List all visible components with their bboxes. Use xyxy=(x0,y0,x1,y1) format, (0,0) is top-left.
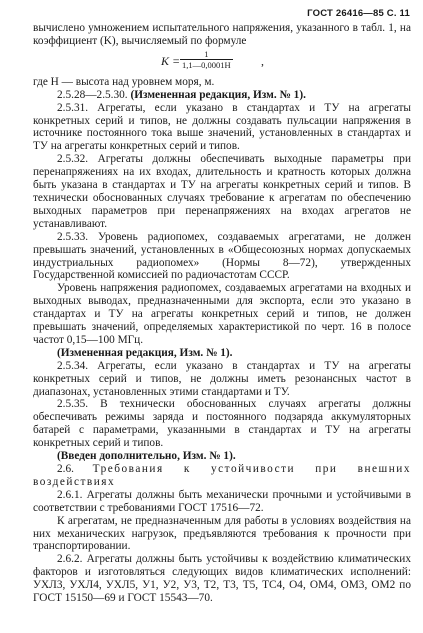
formula-fraction xyxy=(180,49,233,70)
paragraph-2-5-28 xyxy=(33,89,411,102)
formula-numerator: 1 xyxy=(180,49,233,60)
document-body xyxy=(33,22,411,605)
section-number: 2.6. xyxy=(57,463,74,475)
paragraph-2-5-33: 2.5.33. Уровень радиопомех, создаваемых агрегатами, не должен превышать значений, установленных в «Общесоюзных нормах допускаемых индустриальных радиопомех» (Нормы 8—72), утвержденных Государственной комиссией по радиочастотам СССР. xyxy=(33,230,411,282)
amendment-note: (Измененная редакция, Изм. № 1). xyxy=(57,346,233,359)
clause-number: 2.5.28—2.5.30. xyxy=(57,88,128,101)
formula-lhs: K = xyxy=(161,53,181,68)
paragraph-radio-level: Уровень напряжения радиопомех, создаваемых агрегатами на входных и выходных выводах, предназначенными для экспорта, если это указано в стандартах и ТУ на агрегаты конкретных серий и типов, не должен превышать значений, определяемых характеристикой по черт. 16 в полосе частот 0,15—100 МГц. xyxy=(33,282,411,346)
formula-k xyxy=(33,48,411,76)
addition-note: (Введен дополнительно, Изм. № 1). xyxy=(57,450,236,463)
paragraph-2-5-31: 2.5.31. Агрегаты, если указано в стандартах и ТУ на агрегаты конкретных серий и типов, не должны создавать пульсации напряжения в источнике постоянного тока выше значений, установленных в стандартах и ТУ на агрегаты конкретных серий и типов. xyxy=(33,101,411,153)
formula-comma: , xyxy=(261,53,264,68)
formula-denominator: 1,1—0,0001H xyxy=(182,59,231,70)
paragraph-2-5-34: 2.5.34. Агрегаты, если указано в стандартах и ТУ на агрегаты конкретных серий и типов, не должны иметь резонансных частот в диапазонах, установленных этими стандартами и ТУ. xyxy=(33,359,411,398)
section-2-6-heading xyxy=(33,463,411,489)
paragraph-2-5-32: 2.5.32. Агрегаты должны обеспечивать выходные параметры при перенапряжениях на их входах, длительность и кратность которых должна быть указана в стандартах и ТУ на агрегаты конкретных серий и типов. В технически обоснованных случаях требование к агрегатам по обеспечению выходных параметров при перенапряжениях на входах агрегатов не устанавливают. xyxy=(33,153,411,230)
page-header: ГОСТ 26416—85 С. 11 xyxy=(307,8,410,19)
section-title: Требования к устойчивости при внешних воздействиях xyxy=(33,463,411,488)
paragraph-where: где H — высота над уровнем моря, м. xyxy=(33,75,215,88)
paragraph-2-6-1: 2.6.1. Агрегаты должны быть механически прочными и устойчивыми в соответствии с требованиями ГОСТ 17516—72. xyxy=(33,488,411,514)
paragraph-mechanical: К агрегатам, не предназначенным для работы в условиях воздействия на них механических нагрузок, предъявляются требования к прочности при транспортировании. xyxy=(33,514,411,553)
amendment-note: (Измененная редакция, Изм. № 1). xyxy=(130,88,306,101)
paragraph-2-6-2: 2.6.2. Агрегаты должны быть устойчивы к воздействию климатических факторов и изготовляться следующих видов климатических исполнений: УХЛ3, УХЛ4, УХЛ5, У1, У2, У3, Т2, Т3, Т5, ТС4, О4, ОМ4, ОМ3, ОМ2 по ГОСТ 15150—69 и ГОСТ 15543—70. xyxy=(33,553,411,605)
paragraph-intro: вычислено умножением испытательного напряжения, указанного в табл. 1, на коэффициент (K), вычисляемый по формуле xyxy=(33,22,411,47)
paragraph-2-5-35: 2.5.35. В технически обоснованных случаях агрегаты должны обеспечивать режимы заряда и постоянного подзаряда аккумуляторных батарей с параметрами, указанными в стандартах и ТУ на агрегаты конкретных серий и типов. xyxy=(33,398,411,450)
